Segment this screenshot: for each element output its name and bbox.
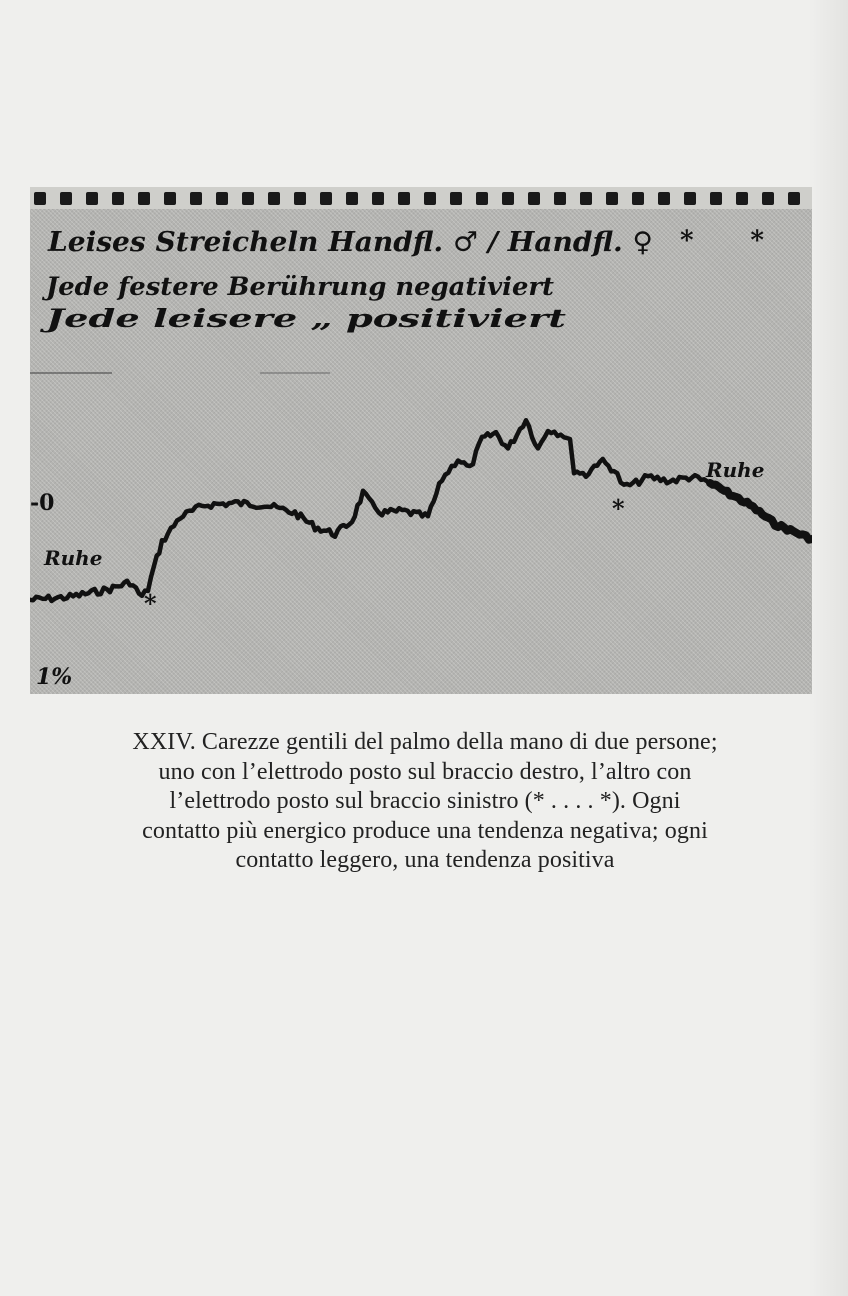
sprocket-hole (710, 192, 722, 205)
sprocket-hole (242, 192, 254, 205)
caption-line: XXIV. Carezze gentili del palmo della mano di due persone; (132, 729, 718, 755)
handwritten-stars: * * (680, 226, 764, 256)
scale-label: 1% (36, 664, 73, 690)
star-mark-start: * (144, 589, 157, 618)
sprocket-hole (658, 192, 670, 205)
sprocket-holes (34, 192, 800, 205)
sprocket-hole (112, 192, 124, 205)
sprocket-hole (164, 192, 176, 205)
sprocket-hole (34, 192, 46, 205)
sprocket-hole (372, 192, 384, 205)
ruhe-label-right: Ruhe (706, 458, 765, 482)
sprocket-hole (86, 192, 98, 205)
recording-figure (30, 187, 812, 694)
sprocket-hole (424, 192, 436, 205)
sprocket-hole (736, 192, 748, 205)
sprocket-hole (320, 192, 332, 205)
recording-drawing (30, 187, 812, 694)
sprocket-hole (502, 192, 514, 205)
handwritten-line-3: Jede leisere „ positiviert (39, 304, 567, 333)
figure-caption (40, 728, 810, 876)
caption-line: contatto leggero, una tendenza positiva (235, 847, 615, 873)
handwritten-line-2: Jede festere Berührung negativiert (41, 272, 555, 301)
handwritten-line-1: Leises Streicheln Handfl. ♂ / Handfl. ♀ (46, 227, 654, 258)
caption-line: l’elettrodo posto sul braccio sinistro (* . . . . *). Ogni (169, 788, 681, 814)
sprocket-hole (476, 192, 488, 205)
sprocket-hole (762, 192, 774, 205)
recording-trace-tail (710, 483, 812, 540)
recording-trace (30, 420, 710, 601)
sprocket-hole (216, 192, 228, 205)
sprocket-hole (684, 192, 696, 205)
sprocket-hole (528, 192, 540, 205)
sprocket-hole (60, 192, 72, 205)
sprocket-hole (398, 192, 410, 205)
zero-label: -0 (30, 490, 55, 516)
sprocket-hole (268, 192, 280, 205)
sprocket-hole (788, 192, 800, 205)
sprocket-hole (606, 192, 618, 205)
sprocket-hole (580, 192, 592, 205)
ruhe-label-left: Ruhe (44, 546, 103, 570)
sprocket-hole (554, 192, 566, 205)
page-edge-shadow (808, 0, 848, 1296)
sprocket-hole (346, 192, 358, 205)
sprocket-hole (190, 192, 202, 205)
sprocket-hole (632, 192, 644, 205)
caption-line: contatto più energico produce una tendenza negativa; ogni (142, 817, 708, 844)
star-mark-end: * (612, 494, 625, 523)
caption-line: uno con l’elettrodo posto sul braccio destro, l’altro con (158, 758, 692, 785)
sprocket-hole (450, 192, 462, 205)
sprocket-hole (138, 192, 150, 205)
sprocket-hole (294, 192, 306, 205)
